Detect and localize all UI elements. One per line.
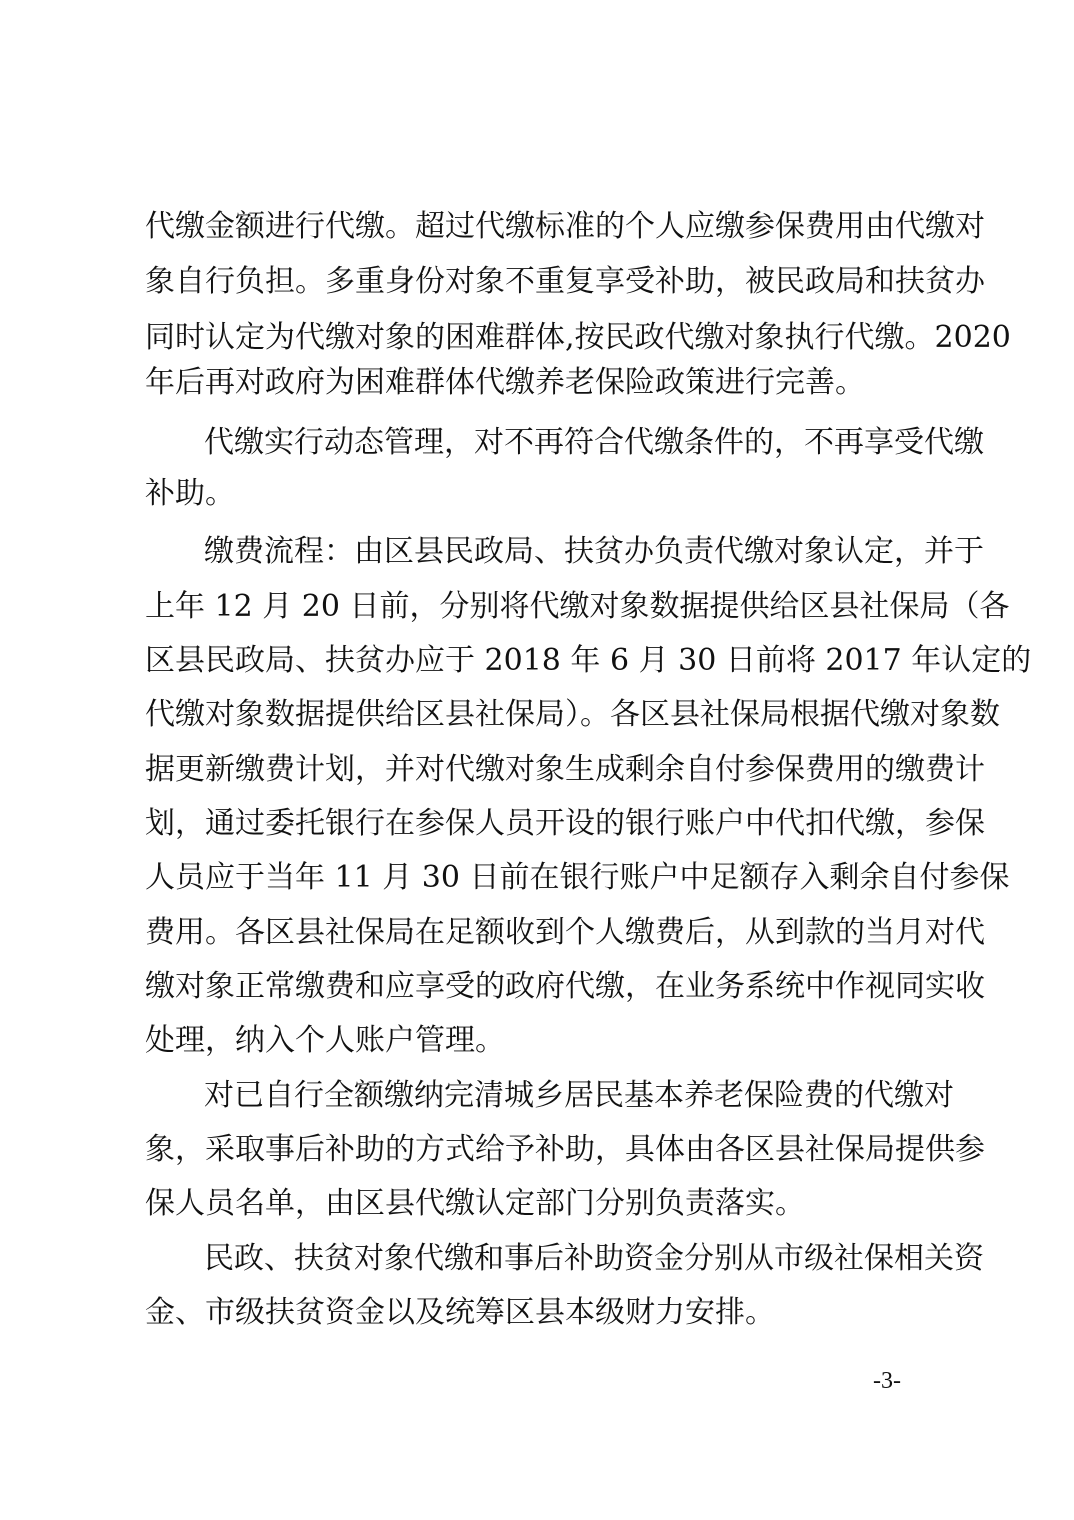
text-line: 补助。 [145, 476, 235, 511]
text-line: 民政、扶贫对象代缴和事后补助资金分别从市级社保相关资 [204, 1241, 984, 1276]
text-line: 据更新缴费计划，并对代缴对象生成剩余自付参保费用的缴费计 [145, 752, 985, 787]
text-line: 代缴金额进行代缴。超过代缴标准的个人应缴参保费用由代缴对 [145, 209, 985, 244]
text-line: 年后再对政府为困难群体代缴养老保险政策进行完善。 [145, 365, 865, 400]
text-line: 象，采取事后补助的方式给予补助，具体由各区县社保局提供参 [145, 1132, 985, 1167]
text-line: 缴费流程：由区县民政局、扶贫办负责代缴对象认定，并于 [204, 534, 984, 569]
text-line: 同时认定为代缴对象的困难群体,按民政代缴对象执行代缴。2020 [145, 320, 1011, 355]
text-line: 保人员名单，由区县代缴认定部门分别负责落实。 [145, 1186, 805, 1221]
text-line: 对已自行全额缴纳完清城乡居民基本养老保险费的代缴对 [204, 1078, 954, 1113]
text-line: 缴对象正常缴费和应享受的政府代缴，在业务系统中作视同实收 [145, 969, 985, 1004]
text-line: 划，通过委托银行在参保人员开设的银行账户中代扣代缴，参保 [145, 806, 985, 841]
text-line: 处理，纳入个人账户管理。 [145, 1023, 505, 1058]
text-line: 区县民政局、扶贫办应于 2018 年 6 月 30 日前将 2017 年认定的 [145, 643, 1032, 678]
text-line: 代缴实行动态管理，对不再符合代缴条件的，不再享受代缴 [204, 425, 984, 460]
text-line: 上年 12 月 20 日前，分别将代缴对象数据提供给区县社保局（各 [145, 589, 1010, 624]
text-line: 金、市级扶贫资金以及统筹区县本级财力安排。 [145, 1295, 775, 1330]
page-number: -3- [873, 1368, 901, 1394]
text-line: 代缴对象数据提供给区县社保局）。各区县社保局根据代缴对象数 [145, 697, 1000, 732]
text-line: 人员应于当年 11 月 30 日前在银行账户中足额存入剩余自付参保 [145, 860, 1010, 895]
text-line: 象自行负担。多重身份对象不重复享受补助，被民政局和扶贫办 [145, 264, 985, 299]
text-line: 费用。各区县社保局在足额收到个人缴费后，从到款的当月对代 [145, 915, 985, 950]
